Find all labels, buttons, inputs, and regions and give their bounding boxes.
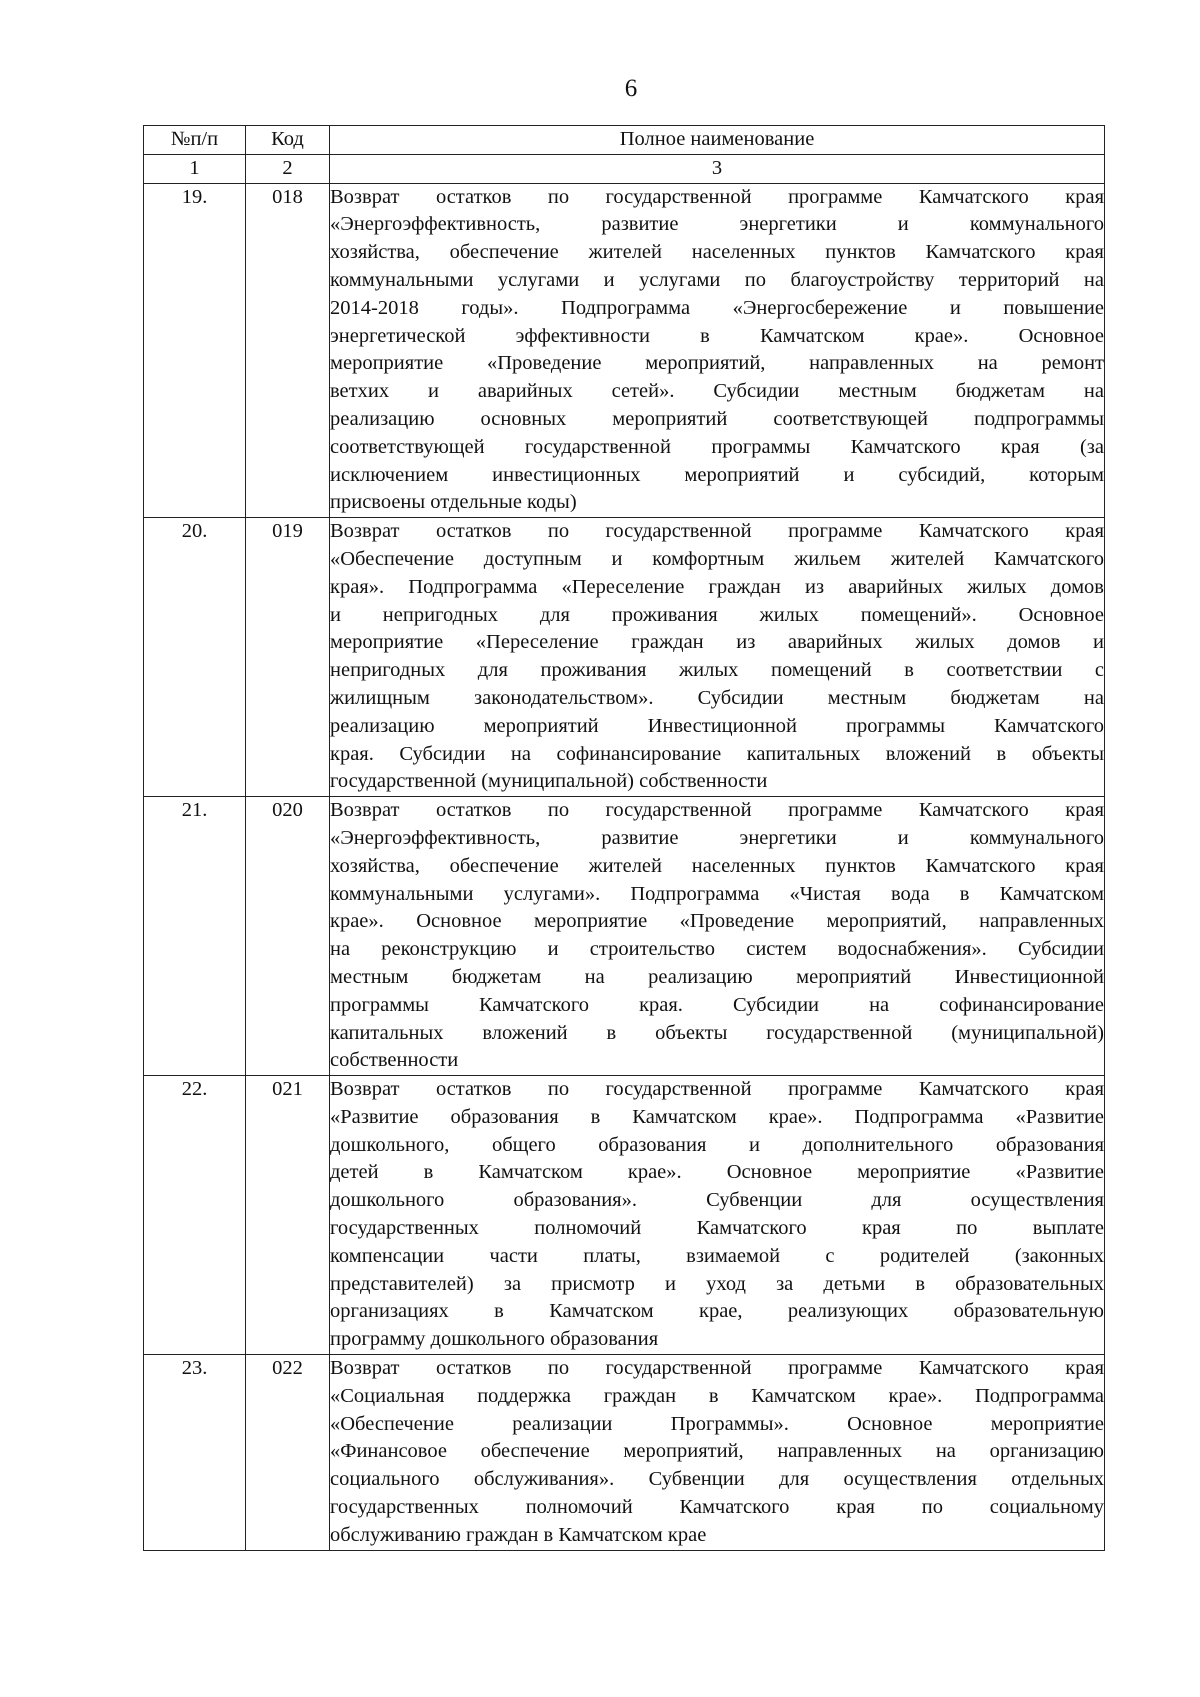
table-body <box>144 183 1105 1550</box>
header-code: Код <box>246 126 330 155</box>
table-row <box>144 797 1105 1076</box>
name-text-line: капитальных вложений в объекты государственной (муниципальной) <box>330 1021 1104 1044</box>
row-number: 23. <box>144 1355 246 1551</box>
name-text-line: обслуживанию граждан в Камчатском крае <box>330 1523 707 1546</box>
name-text-line: непригодных для проживания жилых помещений в соответствии с <box>330 659 1104 682</box>
name-text-line: Возврат остатков по государственной программе Камчатского края <box>330 520 1104 543</box>
name-text-line: мероприятие «Переселение граждан из аварийных жилых домов и <box>330 631 1104 654</box>
name-text-line: коммунальными услугами». Подпрограмма «Чистая вода в Камчатском <box>330 882 1104 905</box>
row-full-name <box>330 183 1105 518</box>
name-text-line: собственности <box>330 1049 459 1072</box>
name-text-line: социального обслуживания». Субвенции для осуществления отдельных <box>330 1468 1104 1491</box>
name-text-line: на реконструкцию и строительство систем водоснабжения». Субсидии <box>330 938 1104 961</box>
name-text-line: представителей) за присмотр и уход за детьми в образовательных <box>330 1272 1104 1295</box>
name-text-line: ветхих и аварийных сетей». Субсидии местным бюджетам на <box>330 380 1104 403</box>
name-text-line: «Финансовое обеспечение мероприятий, направленных на организацию <box>330 1440 1104 1463</box>
name-text-line: присвоены отдельные коды) <box>330 491 577 514</box>
page-number: 6 <box>624 75 638 102</box>
name-text-line: Возврат остатков по государственной программе Камчатского края <box>330 1078 1104 1101</box>
name-text-line: программы Камчатского края. Субсидии на софинансирование <box>330 993 1104 1016</box>
name-text-line: 2014-2018 годы». Подпрограмма «Энергосбережение и повышение <box>330 296 1104 319</box>
table-row <box>144 1076 1105 1355</box>
budget-codes-table <box>143 125 1105 1551</box>
name-text-line: компенсации части платы, взимаемой с родителей (законных <box>330 1244 1104 1267</box>
row-number: 21. <box>144 797 246 1076</box>
name-text-line: хозяйства, обеспечение жителей населенных пунктов Камчатского края <box>330 241 1104 264</box>
name-text-line: края. Субсидии на софинансирование капитальных вложений в объекты <box>330 742 1104 765</box>
header-number: №п/п <box>144 126 246 155</box>
name-text-line: исключением инвестиционных мероприятий и субсидий, которым <box>330 463 1104 486</box>
name-text-line: программу дошкольного образования <box>330 1328 659 1351</box>
name-text-line: энергетической эффективности в Камчатском крае». Основное <box>330 324 1104 347</box>
name-text-line: детей в Камчатском крае». Основное мероприятие «Развитие <box>330 1161 1104 1184</box>
name-text-line: Возврат остатков по государственной программе Камчатского края <box>330 799 1104 822</box>
row-code: 019 <box>246 518 330 797</box>
name-text-line: дошкольного, общего образования и дополнительного образования <box>330 1133 1104 1156</box>
table-header-row <box>144 126 1105 155</box>
name-text-line: жилищным законодательством». Субсидии местным бюджетам на <box>330 686 1104 709</box>
row-number: 19. <box>144 183 246 518</box>
name-text-line: мероприятие «Проведение мероприятий, направленных на ремонт <box>330 352 1104 375</box>
table-row <box>144 518 1105 797</box>
row-full-name <box>330 1355 1105 1551</box>
name-text-line: коммунальными услугами и услугами по благоустройству территорий на <box>330 268 1104 291</box>
row-code: 018 <box>246 183 330 518</box>
column-index-row <box>144 154 1105 183</box>
name-text-line: реализацию мероприятий Инвестиционной программы Камчатского <box>330 714 1104 737</box>
row-code: 021 <box>246 1076 330 1355</box>
name-text-line: и непригодных для проживания жилых помещений». Основное <box>330 603 1104 626</box>
name-text-line: организациях в Камчатском крае, реализующих образовательную <box>330 1300 1104 1323</box>
row-full-name <box>330 518 1105 797</box>
row-number: 22. <box>144 1076 246 1355</box>
name-text-line: Возврат остатков по государственной программе Камчатского края <box>330 185 1104 208</box>
name-text-line: края». Подпрограмма «Переселение граждан из аварийных жилых домов <box>330 575 1104 598</box>
column-index-1: 1 <box>144 154 246 183</box>
name-text-line: хозяйства, обеспечение жителей населенных пунктов Камчатского края <box>330 854 1104 877</box>
column-index-2: 2 <box>246 154 330 183</box>
name-text-line: «Энергоэффективность, развитие энергетики и коммунального <box>330 213 1104 236</box>
name-text-line: Возврат остатков по государственной программе Камчатского края <box>330 1357 1104 1380</box>
name-text-line: соответствующей государственной программы Камчатского края (за <box>330 435 1104 458</box>
row-code: 022 <box>246 1355 330 1551</box>
name-text-line: дошкольного образования». Субвенции для осуществления <box>330 1189 1104 1212</box>
table-row <box>144 183 1105 518</box>
row-code: 020 <box>246 797 330 1076</box>
name-text-line: государственных полномочий Камчатского края по социальному <box>330 1496 1104 1519</box>
table-row <box>144 1355 1105 1551</box>
name-text-line: «Обеспечение доступным и комфортным жильем жителей Камчатского <box>330 547 1104 570</box>
row-full-name <box>330 797 1105 1076</box>
name-text-line: «Социальная поддержка граждан в Камчатском крае». Подпрограмма <box>330 1384 1104 1407</box>
name-text-line: государственных полномочий Камчатского края по выплате <box>330 1217 1104 1240</box>
name-text-line: государственной (муниципальной) собственности <box>330 770 768 793</box>
row-number: 20. <box>144 518 246 797</box>
name-text-line: «Энергоэффективность, развитие энергетики и коммунального <box>330 826 1104 849</box>
column-index-3: 3 <box>330 154 1105 183</box>
name-text-line: «Развитие образования в Камчатском крае». Подпрограмма «Развитие <box>330 1105 1104 1128</box>
row-full-name <box>330 1076 1105 1355</box>
name-text-line: крае». Основное мероприятие «Проведение мероприятий, направленных <box>330 910 1104 933</box>
name-text-line: реализацию основных мероприятий соответствующей подпрограммы <box>330 407 1104 430</box>
name-text-line: «Обеспечение реализации Программы». Основное мероприятие <box>330 1412 1104 1435</box>
header-full-name: Полное наименование <box>330 126 1105 155</box>
name-text-line: местным бюджетам на реализацию мероприятий Инвестиционной <box>330 965 1104 988</box>
